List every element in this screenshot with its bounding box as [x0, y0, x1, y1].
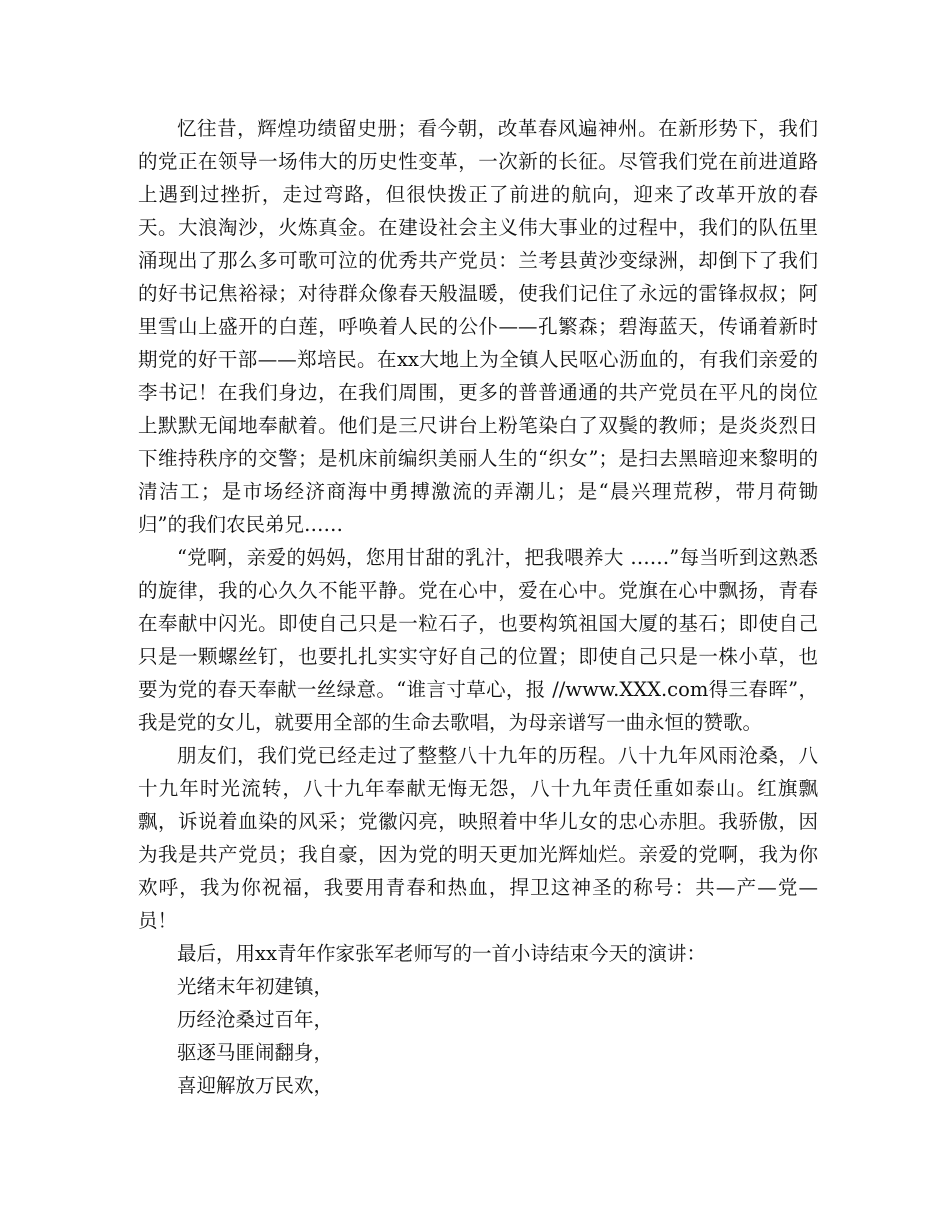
paragraph-friends: 朋友们，我们党已经走过了整整八十九年的历程。八十九年风雨沧桑，八十九年时光流转，八十九年奉献无悔无怨，八十九年责任重如泰山。红旗飘飘，诉说着血染的风采；党徽闪亮，映照着中华儿女的忠心赤胆。我骄傲，因为我是共产党员；我自豪，因为党的明天更加光辉灿烂。亲爱的党啊，我为你欢呼，我为你祝福，我要用青春和热血，捍卫这神圣的称号：共—产—党—员！: [138, 744, 818, 932]
document-body: [138, 112, 818, 1102]
paragraph-poem-intro: 最后，用xx青年作家张军老师写的一首小诗结束今天的演讲：: [177, 942, 706, 965]
poem-line: 光绪末年初建镇，: [177, 975, 334, 998]
poem-line: 喜迎解放万民欢，: [177, 1074, 334, 1097]
poem-line: 驱逐马匪闹翻身，: [177, 1041, 334, 1064]
paragraph-history: 忆往昔，辉煌功绩留史册；看今朝，改革春风遍神州。在新形势下，我们的党正在领导一场伟大的历史性变革，一次新的长征。尽管我们党在前进道路上遇到过挫折，走过弯路，但很快拨正了前进的航向，迎来了改革开放的春天。大浪淘沙，火炼真金。在建设社会主义伟大事业的过程中，我们的队伍里涌现出了那么多可歌可泣的优秀共产党员：兰考县黄沙变绿洲，却倒下了我们的好书记焦裕禄；对待群众像春天般温暖，使我们记住了永远的雷锋叔叔；阿里雪山上盛开的白莲，呼唤着人民的公仆——孔繁森；碧海蓝天，传诵着新时期党的好干部——郑培民。在xx大地上为全镇人民呕心沥血的，有我们亲爱的李书记！在我们身边，在我们周围，更多的普普通通的共产党员在平凡的岗位上默默无闻地奉献着。他们是三尺讲台上粉笔染白了双鬓的教师；是炎炎烈日下维持秩序的交警；是机床前编织美丽人生的“织女”；是扫去黑暗迎来黎明的清洁工；是市场经济商海中勇搏激流的弄潮儿；是“晨兴理荒秽，带月荷锄归”的我们农民弟兄……: [138, 117, 818, 536]
paragraph-song: “党啊，亲爱的妈妈，您用甘甜的乳汁，把我喂养大 ……”每当听到这熟悉的旋律，我的心久久不能平静。党在心中，爱在心中。党旗在心中飘扬，青春在奉献中闪光。即使自己只是一粒石子，也要构筑祖国大厦的基石；即使自己只是一颗螺丝钉，也要扎扎实实守好自己的位置；即使自己只是一株小草，也要为党的春天奉献一丝绿意。“谁言寸草心，报 //www.XXX.com得三春晖”，我是党的女儿，就要用全部的生命去歌唱，为母亲谱写一曲永恒的赞歌。: [138, 546, 818, 734]
poem-line: 历经沧桑过百年，: [177, 1008, 334, 1031]
